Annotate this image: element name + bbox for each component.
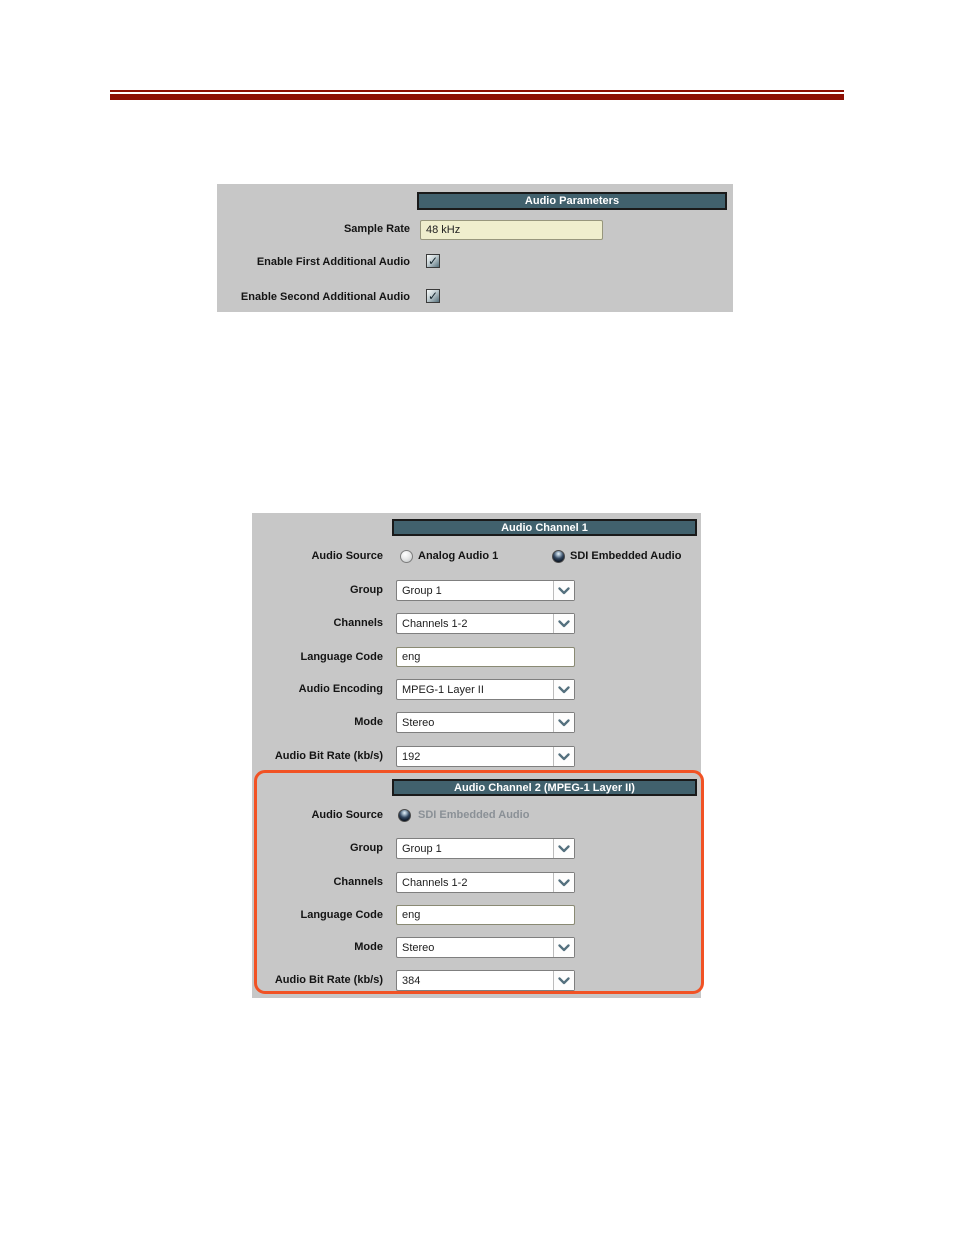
enable-first-additional-audio-label: Enable First Additional Audio [256, 256, 410, 268]
sample-rate-label: Sample Rate [343, 223, 410, 235]
audio-channel-2-header: Audio Channel 2 (MPEG-1 Layer II) [392, 779, 697, 796]
ch1-audio-encoding-label: Audio Encoding [298, 683, 383, 695]
ch2-language-code-input[interactable] [396, 905, 575, 925]
chevron-down-icon[interactable] [553, 581, 574, 600]
ch2-sdi-embedded-audio-radio [398, 809, 411, 822]
ch1-analog-audio-1-radio-label[interactable]: Analog Audio 1 [418, 550, 499, 562]
chevron-down-icon[interactable] [553, 680, 574, 699]
ch2-audio-bit-rate-select-value: 384 [402, 974, 421, 987]
ch1-mode-select[interactable] [396, 712, 575, 733]
ch1-language-code-input[interactable] [396, 647, 575, 667]
ch1-audio-source-label: Audio Source [311, 550, 383, 562]
sample-rate-field[interactable] [420, 220, 603, 240]
ch1-audio-bit-rate-select-value: 192 [402, 750, 421, 763]
enable-second-additional-audio-checkbox[interactable]: ✓ [427, 289, 439, 303]
ch1-group-select[interactable] [396, 580, 575, 601]
ch2-audio-bit-rate-label: Audio Bit Rate (kb/s) [274, 974, 383, 986]
ch2-mode-label: Mode [354, 941, 383, 953]
ch1-sdi-embedded-audio-radio[interactable] [552, 550, 565, 563]
ch1-audio-bit-rate-select[interactable] [396, 746, 575, 767]
audio-channel-1-header: Audio Channel 1 [392, 519, 697, 536]
ch1-sdi-embedded-audio-radio-label[interactable]: SDI Embedded Audio [570, 550, 682, 562]
ch1-channels-select[interactable] [396, 613, 575, 634]
chevron-down-icon[interactable] [553, 713, 574, 732]
ch2-audio-bit-rate-select[interactable] [396, 970, 575, 991]
enable-first-additional-audio-checkbox[interactable]: ✓ [427, 254, 439, 268]
chevron-down-icon[interactable] [553, 873, 574, 892]
ch2-group-select[interactable] [396, 838, 575, 859]
ch2-channels-select-value: Channels 1-2 [402, 876, 468, 889]
header-rule [110, 90, 844, 100]
ch1-channels-select-value: Channels 1-2 [402, 617, 468, 630]
ch1-language-code-label: Language Code [300, 651, 383, 663]
chevron-down-icon[interactable] [553, 971, 574, 990]
audio-channels-panel [252, 513, 701, 998]
header-rule-thick-line [110, 94, 844, 100]
audio-parameters-header: Audio Parameters [417, 192, 727, 210]
ch1-mode-label: Mode [354, 716, 383, 728]
ch2-channels-label: Channels [333, 876, 383, 888]
chevron-down-icon[interactable] [553, 839, 574, 858]
ch1-audio-bit-rate-label: Audio Bit Rate (kb/s) [274, 750, 383, 762]
ch1-group-select-value: Group 1 [402, 584, 442, 597]
ch1-group-label: Group [350, 584, 383, 596]
chevron-down-icon[interactable] [553, 747, 574, 766]
ch1-channels-label: Channels [333, 617, 383, 629]
ch1-mode-select-value: Stereo [402, 716, 435, 729]
ch1-audio-encoding-select-value: MPEG-1 Layer II [402, 683, 484, 696]
ch2-group-select-value: Group 1 [402, 842, 442, 855]
chevron-down-icon[interactable] [553, 614, 574, 633]
ch2-audio-source-label: Audio Source [311, 809, 383, 821]
chevron-down-icon[interactable] [553, 938, 574, 957]
ch2-mode-select[interactable] [396, 937, 575, 958]
ch1-audio-encoding-select[interactable] [396, 679, 575, 700]
audio-parameters-panel [217, 184, 733, 312]
ch2-channels-select[interactable] [396, 872, 575, 893]
ch2-sdi-embedded-audio-radio-label: SDI Embedded Audio [418, 809, 530, 821]
enable-second-additional-audio-label: Enable Second Additional Audio [240, 291, 410, 303]
ch2-group-label: Group [350, 842, 383, 854]
ch2-mode-select-value: Stereo [402, 941, 435, 954]
ch2-language-code-label: Language Code [300, 909, 383, 921]
ch1-analog-audio-1-radio[interactable] [400, 550, 413, 563]
